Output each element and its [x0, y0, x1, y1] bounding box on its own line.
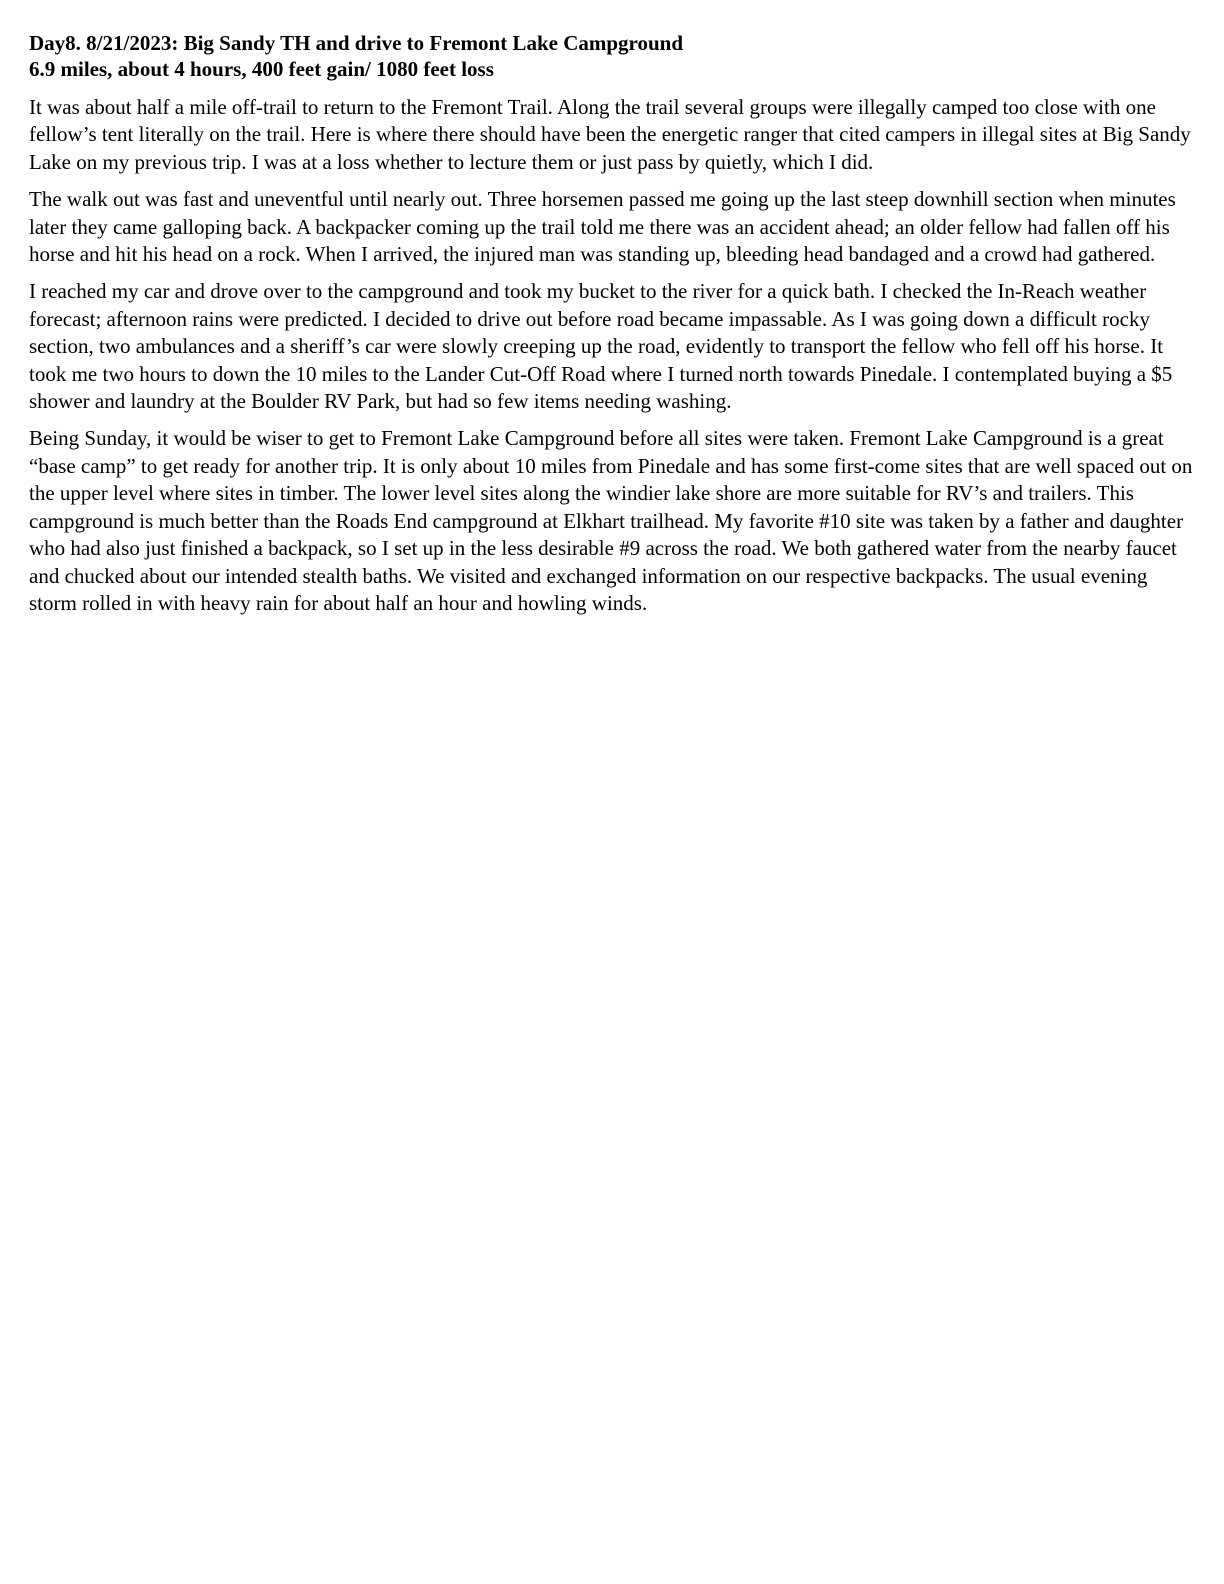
paragraph-2: The walk out was fast and uneventful until nearly out. Three horsemen passed me going up the last steep downhill section when minutes later they came galloping back. A backpacker coming up the trail told me there was an accident ahead; an older fellow had fallen off his horse and hit his head on a rock. When I arrived, the injured man was standing up, bleeding head bandaged and a crowd had gathered.: [29, 187, 1176, 267]
day-title: Day8. 8/21/2023: Big Sandy TH and drive to Fremont Lake Campground: [29, 31, 684, 55]
paragraph-3: I reached my car and drove over to the campground and took my bucket to the river for a quick bath. I checked the In-Reach weather forecast; afternoon rains were predicted. I decided to drive out before road became impassable. As I was going down a difficult rocky section, two ambulances and a sheriff’s car were slowly creeping up the road, evidently to transport the fellow who fell off his horse. It took me two hours to down the 10 miles to the Lander Cut-Off Road where I turned north towards Pinedale. I contemplated buying a $5 shower and laundry at the Boulder RV Park, but had so few items needing washing.: [29, 279, 1173, 414]
paragraph-1: It was about half a mile off-trail to return to the Fremont Trail. Along the trail several groups were illegally camped too close with one fellow’s tent literally on the trail. Here is where there should have been the energetic ranger that cited campers in illegal sites at Big Sandy Lake on my previous trip. I was at a loss whether to lecture them or just pass by quietly, which I did.: [29, 95, 1191, 174]
paragraph-4: Being Sunday, it would be wiser to get to Fremont Lake Campground before all sites were taken. Fremont Lake Campground is a great “base camp” to get ready for another trip. It is only about 10 miles from Pinedale and has some first-come sites that are well spaced out on the upper level where sites in timber. The lower level sites along the windier lake shore are more suitable for RV’s and trailers. This campground is much better than the Roads End campground at Elkhart trailhead. My favorite #10 site was taken by a father and daughter who had also just finished a backpack, so I set up in the less desirable #9 across the road. We both gathered water from the nearby faucet and chucked about our intended stealth baths. We visited and exchanged information on our respective backpacks. The usual evening storm rolled in with heavy rain for about half an hour and howling winds.: [29, 426, 1193, 615]
entry-heading: [29, 30, 1195, 82]
document-page: [29, 30, 1195, 617]
trip-stats: 6.9 miles, about 4 hours, 400 feet gain/ 1080 feet loss: [29, 57, 494, 81]
